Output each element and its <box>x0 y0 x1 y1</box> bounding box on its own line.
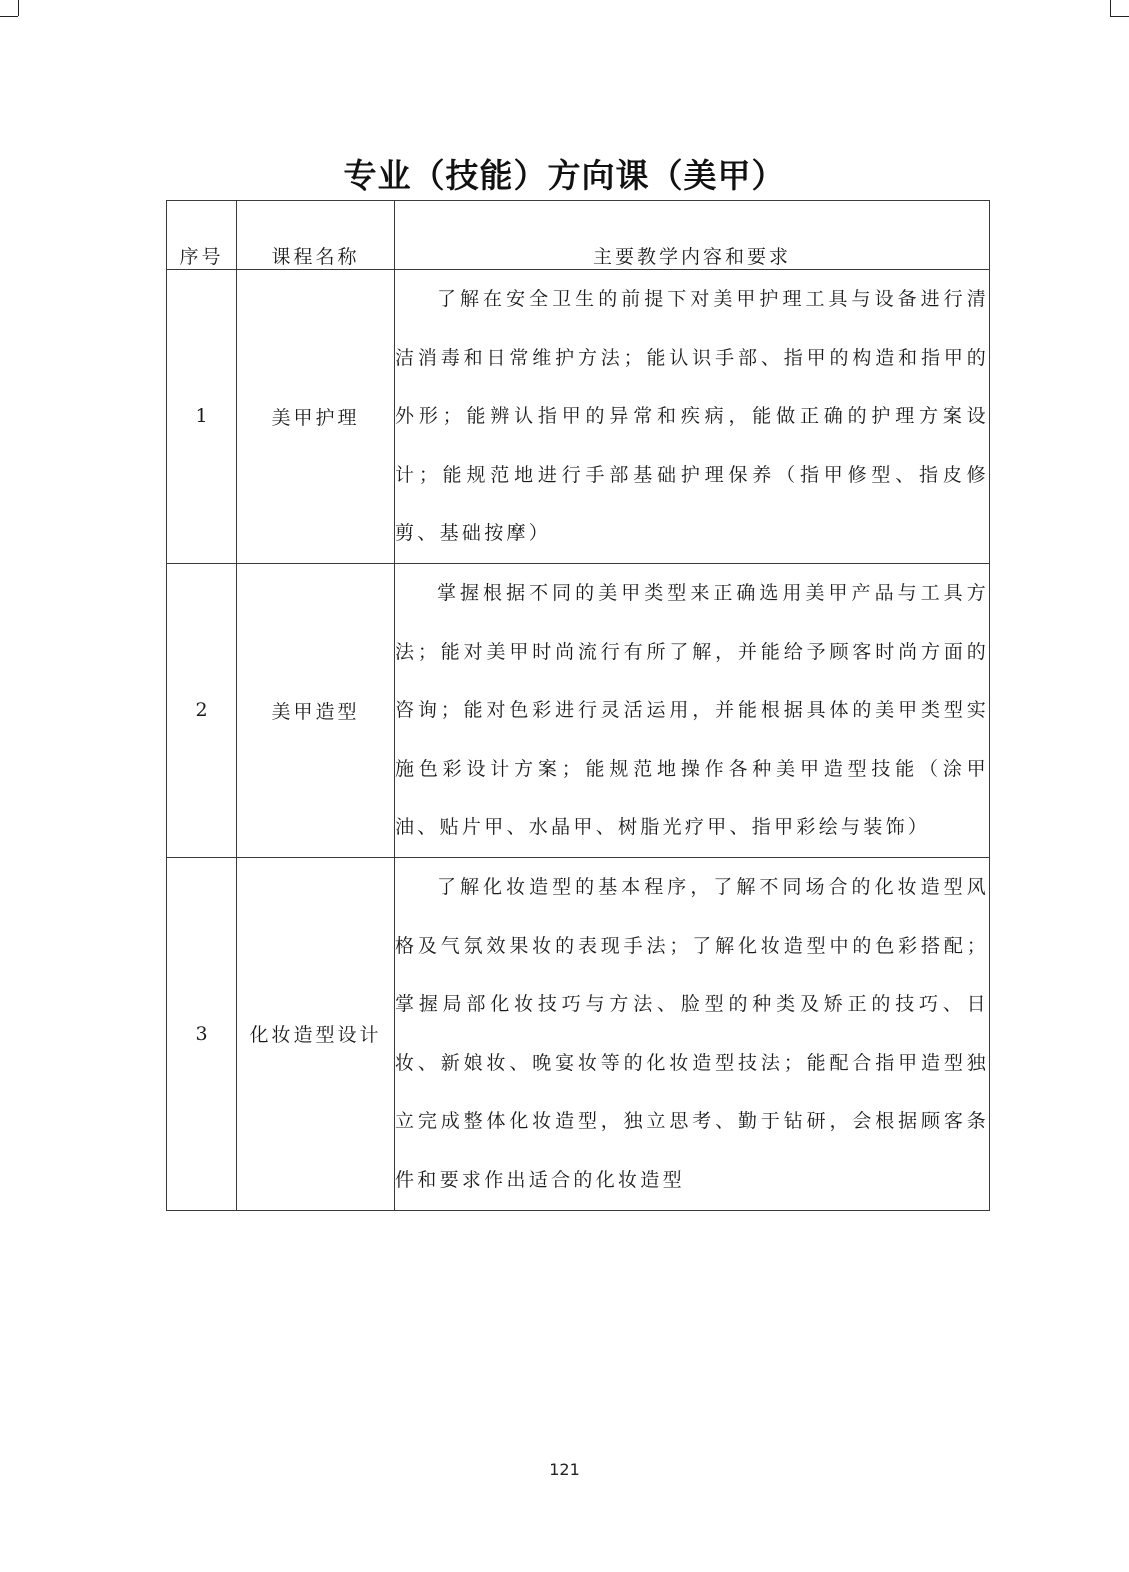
course-content: 了解化妆造型的基本程序，了解不同场合的化妆造型风格及气氛效果妆的表现手法；了解化妆造型中的色彩搭配；掌握局部化妆技巧与方法、脸型的种类及矫正的技巧、日妆、新娘妆、晚宴妆等的化妆造型技法；能配合指甲造型独立完成整体化妆造型，独立思考、勤于钻研，会根据顾客条件和要求作出适合的化妆造型 <box>395 857 990 1210</box>
row-num: 1 <box>167 270 237 564</box>
course-table <box>166 200 990 1211</box>
header-num: 序号 <box>167 201 237 270</box>
crop-mark-top-right-horizontal <box>1110 16 1129 17</box>
table-row <box>167 857 990 1210</box>
course-name: 美甲造型 <box>237 563 395 857</box>
course-name: 美甲护理 <box>237 270 395 564</box>
crop-mark-top-left-vertical <box>18 0 19 16</box>
row-num: 3 <box>167 857 237 1210</box>
table-row <box>167 270 990 564</box>
course-name: 化妆造型设计 <box>237 857 395 1210</box>
row-num: 2 <box>167 563 237 857</box>
table-header-row <box>167 201 990 270</box>
course-content: 掌握根据不同的美甲类型来正确选用美甲产品与工具方法；能对美甲时尚流行有所了解，并能给予顾客时尚方面的咨询；能对色彩进行灵活运用，并能根据具体的美甲类型实施色彩设计方案；能规范地操作各种美甲造型技能（涂甲油、贴片甲、水晶甲、树脂光疗甲、指甲彩绘与装饰） <box>395 563 990 857</box>
page-title: 专业（技能）方向课（美甲） <box>343 156 786 195</box>
header-content: 主要教学内容和要求 <box>395 201 990 270</box>
page-number: 121 <box>549 1460 580 1479</box>
crop-mark-top-left-horizontal <box>0 16 18 17</box>
header-name: 课程名称 <box>237 201 395 270</box>
table-row <box>167 563 990 857</box>
course-content: 了解在安全卫生的前提下对美甲护理工具与设备进行清洁消毒和日常维护方法；能认识手部、指甲的构造和指甲的外形；能辨认指甲的异常和疾病，能做正确的护理方案设计；能规范地进行手部基础护理保养（指甲修型、指皮修剪、基础按摩） <box>395 270 990 564</box>
crop-mark-top-right-vertical <box>1110 0 1111 16</box>
